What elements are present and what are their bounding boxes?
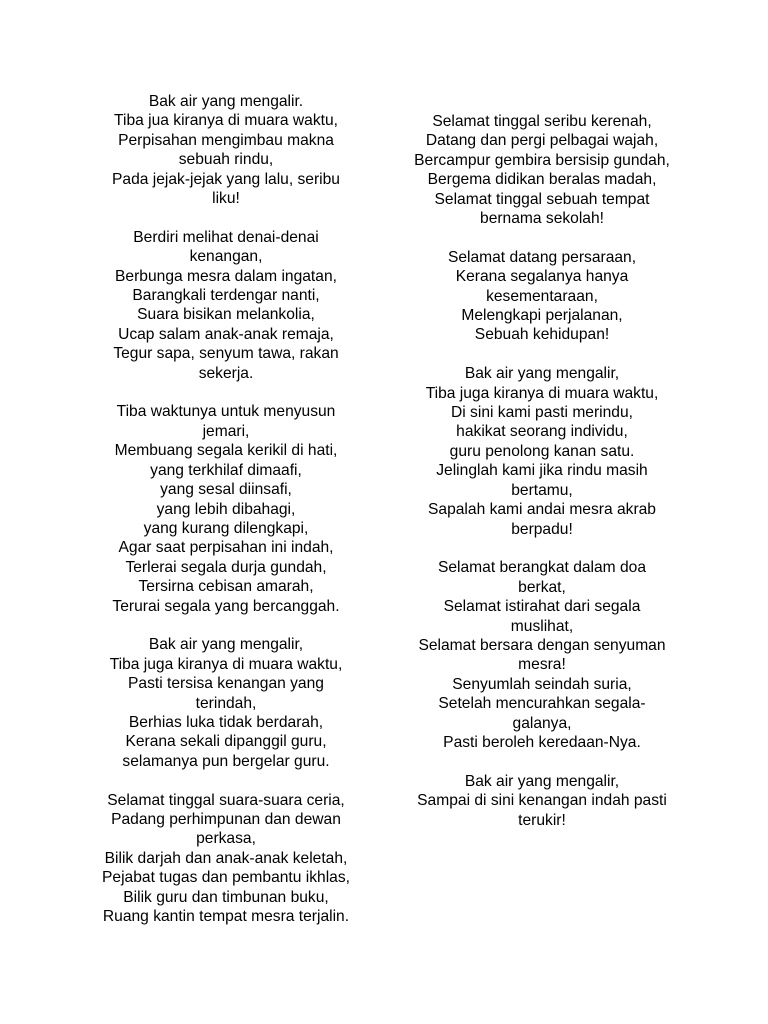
poem-line: Selamat tinggal suara-suara ceria,	[107, 791, 345, 809]
poem-line: yang kurang dilengkapi,	[143, 519, 309, 537]
stanza	[85, 92, 367, 208]
poem-line: Selamat tinggal seribu kerenah,	[432, 113, 652, 130]
poem-line: Terlerai segala durja gundah,	[125, 558, 327, 576]
poem-line: Membuang segala kerikil di hati,	[114, 442, 338, 460]
poem-line: sekerja.	[198, 364, 254, 382]
stanza	[400, 248, 684, 345]
poem-line: hakikat seorang individu,	[456, 423, 628, 441]
poem-line: selamanya pun bergelar guru.	[122, 752, 330, 770]
poem-line: Pasti beroleh keredaan-Nya.	[443, 733, 641, 751]
poem-line: Sebuah kehidupan!	[474, 326, 610, 344]
poem-line: jemari,	[202, 422, 250, 440]
poem-line: Ruang kantin tempat mesra terjalin.	[102, 908, 350, 925]
poem-line: yang sesal diinsafi,	[160, 481, 292, 499]
poem-line: Bergema didikan beralas madah,	[427, 171, 657, 189]
poem-line: perkasa,	[196, 830, 256, 848]
poem-line: Pejabat tugas dan pembantu ikhlas,	[102, 869, 350, 887]
poem-line: berkat,	[518, 578, 566, 596]
poem-line: Pada jejak-jejak yang lalu, seribu	[112, 170, 340, 188]
poem-line: muslihat,	[510, 617, 574, 635]
poem-line: Selamat datang persaraan,	[447, 248, 637, 266]
poem-line: Selamat istirahat dari segala	[443, 598, 641, 616]
poem-line: Bak air yang mengalir,	[148, 636, 304, 654]
poem-line: Perpisahan mengimbau makna	[118, 131, 334, 149]
poem-line: Tersirna cebisan amarah,	[138, 578, 314, 596]
stanza	[85, 228, 367, 383]
poem-line: Berbunga mesra dalam ingatan,	[115, 267, 337, 285]
poem-line: Selamat berangkat dalam doa	[437, 559, 647, 577]
stanza	[85, 402, 367, 615]
poem-line: Bak air yang mengalir,	[464, 365, 620, 383]
stanza	[400, 112, 684, 228]
poem-line: kenangan,	[189, 248, 263, 266]
poem-line: Tiba waktunya untuk menyusun	[116, 403, 336, 421]
poem-line: Pasti tersisa kenangan yang	[128, 675, 324, 693]
poem-line: Bercampur gembira bersisip gundah,	[414, 151, 670, 169]
poem-line: galanya,	[512, 714, 572, 732]
poem-line: Terurai segala yang bercanggah.	[112, 597, 340, 615]
poem-line: Kerana segalanya hanya	[455, 268, 629, 286]
poem-line: liku!	[212, 190, 240, 208]
poem-column-right	[400, 112, 684, 830]
poem-line: bernama sekolah!	[480, 210, 604, 228]
poem-line: Barangkali terdengar nanti,	[132, 287, 320, 305]
poem-line: Melengkapi perjalanan,	[461, 307, 623, 325]
poem-line: Ucap salam anak-anak remaja,	[118, 325, 334, 343]
poem-line: terukir!	[518, 811, 566, 829]
poem-line: Bak air yang mengalir,	[464, 772, 620, 790]
poem-line: terindah,	[195, 694, 257, 712]
poem-line: Jelinglah kami jika rindu masih	[436, 462, 648, 480]
poem-line: kesementaraan,	[486, 287, 598, 305]
poem-line: bertamu,	[511, 481, 573, 499]
poem-line: berpadu!	[511, 520, 573, 538]
poem-line: Selamat bersara dengan senyuman	[418, 636, 666, 654]
poem-line: Sapalah kami andai mesra akrab	[428, 501, 656, 519]
stanza	[400, 558, 684, 752]
poem-line: Tiba juga kiranya di muara waktu,	[109, 655, 343, 673]
stanza	[400, 364, 684, 539]
poem-line: yang lebih dibahagi,	[156, 500, 296, 518]
poem-line: Kerana sekali dipanggil guru,	[125, 733, 327, 751]
poem-line: Suara bisikan melankolia,	[137, 306, 315, 324]
poem-line: Di sini kami pasti merindu,	[451, 404, 633, 422]
poem-line: Bilik darjah dan anak-anak keletah,	[104, 849, 348, 867]
poem-line: Padang perhimpunan dan dewan	[111, 810, 341, 828]
poem-line: Bilik guru dan timbunan buku,	[123, 888, 329, 906]
poem-line: Tiba juga kiranya di muara waktu,	[425, 384, 659, 402]
stanza	[400, 772, 684, 830]
stanza	[85, 635, 367, 771]
poem-column-left	[85, 92, 367, 926]
poem-line: Tegur sapa, senyum tawa, rakan	[113, 345, 339, 363]
stanza	[85, 791, 367, 927]
poem-line: Bak air yang mengalir.	[148, 93, 304, 110]
poem-line: guru penolong kanan satu.	[449, 442, 635, 460]
poem-line: yang terkhilaf dimaafi,	[150, 461, 302, 479]
poem-line: Datang dan pergi pelbagai wajah,	[425, 132, 659, 150]
poem-line: Berhias luka tidak berdarah,	[128, 713, 324, 731]
poem-line: sebuah rindu,	[178, 151, 274, 169]
poem-line: Tiba jua kiranya di muara waktu,	[114, 112, 338, 130]
poem-line: Selamat tinggal sebuah tempat	[434, 190, 650, 208]
poem-line: Agar saat perpisahan ini indah,	[118, 539, 334, 557]
poem-line: Senyumlah seindah suria,	[452, 675, 632, 693]
poem-line: Setelah mencurahkan segala-	[438, 695, 646, 713]
poem-line: Berdiri melihat denai-denai	[133, 228, 319, 246]
poem-line: Sampai di sini kenangan indah pasti	[417, 792, 667, 810]
poem-line: mesra!	[518, 656, 566, 674]
